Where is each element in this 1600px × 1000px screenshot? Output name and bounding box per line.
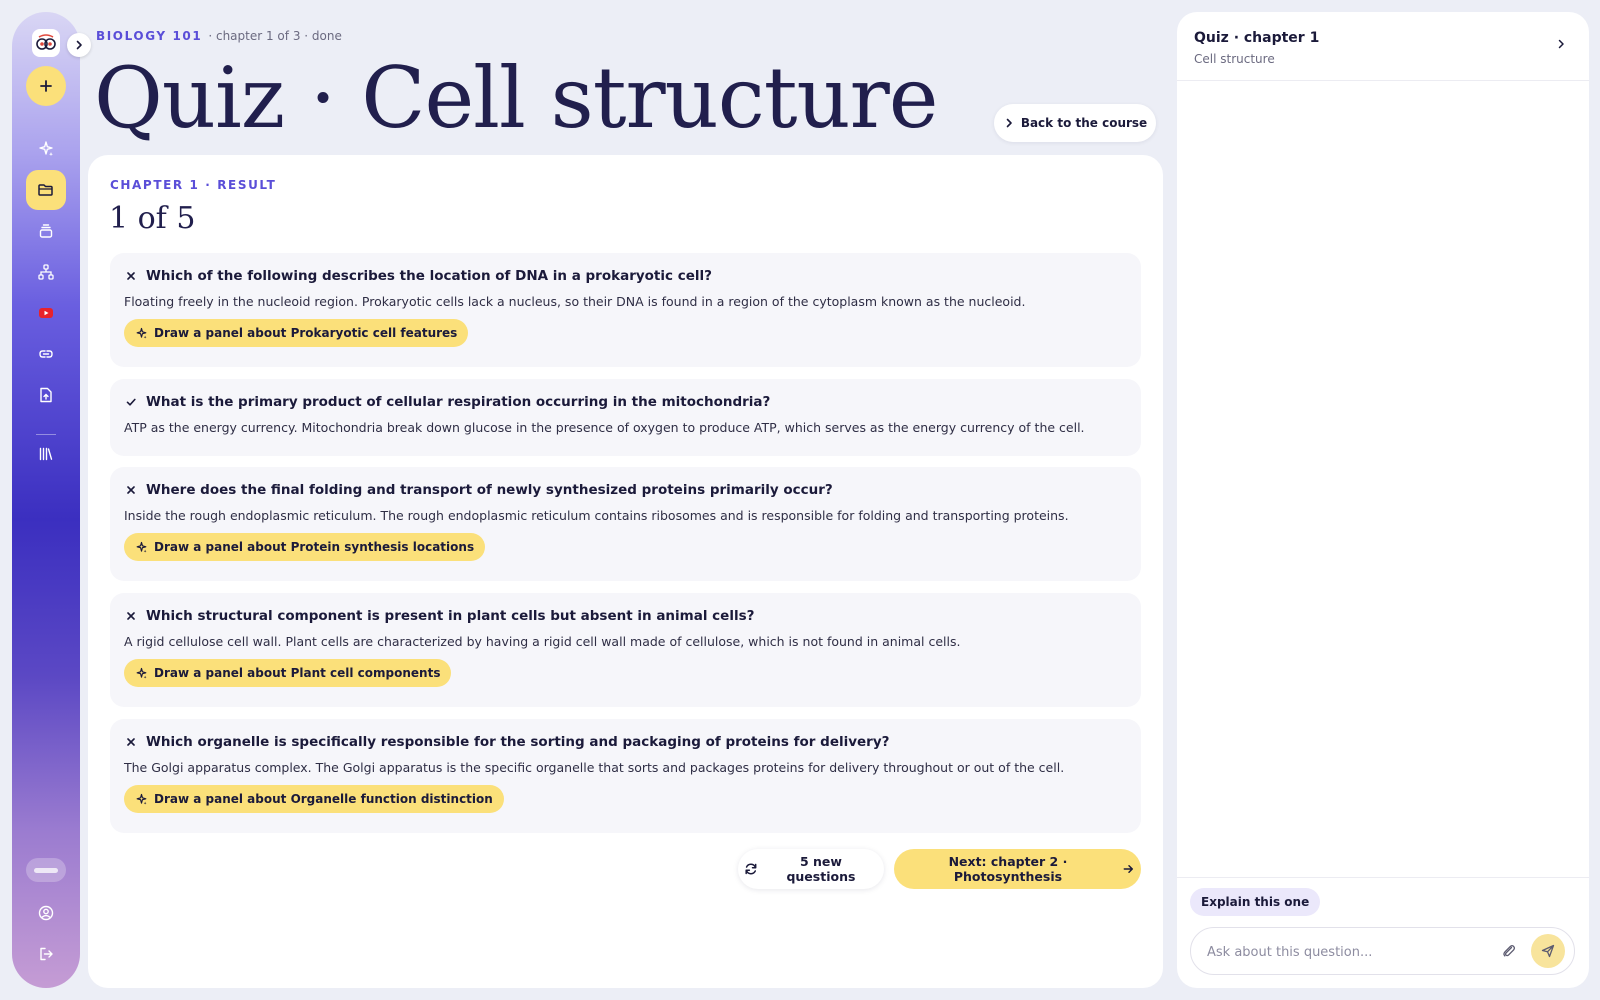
sparkles-icon — [37, 140, 55, 158]
folder-icon — [37, 181, 55, 199]
wrong-answer-icon — [124, 269, 138, 283]
draw-panel-button[interactable] — [124, 785, 504, 813]
question-card — [110, 379, 1141, 456]
paperclip-icon — [1501, 943, 1517, 959]
question-text: Where does the final folding and transport of newly synthesized proteins primarily occur? — [146, 482, 833, 498]
link-icon — [37, 345, 55, 363]
chevron-right-icon — [1003, 117, 1015, 129]
sparkles-icon — [135, 793, 148, 806]
nav-file-upload[interactable] — [26, 375, 66, 415]
answer-explanation: Inside the rough endoplasmic reticulum. The rough endoplasmic reticulum contains ribosomes and is responsible for folding and transporting proteins. — [124, 508, 1069, 523]
draw-panel-label: Draw a panel about Organelle function distinction — [154, 792, 493, 806]
nav-stack[interactable] — [26, 211, 66, 251]
draw-panel-label: Draw a panel about Prokaryotic cell features — [154, 326, 458, 340]
question-text: Which of the following describes the location of DNA in a prokaryotic cell? — [146, 268, 712, 284]
nav-sparkles[interactable] — [26, 129, 66, 169]
panel-divider — [1177, 877, 1589, 878]
library-icon — [37, 445, 55, 463]
wrong-answer-icon — [124, 483, 138, 497]
question-card — [110, 719, 1141, 833]
back-to-course-label: Back to the course — [1020, 116, 1148, 130]
nav-profile[interactable] — [26, 893, 66, 933]
sparkles-icon — [135, 541, 148, 554]
breadcrumb — [96, 29, 342, 43]
sparkles-icon — [135, 327, 148, 340]
panel-subtitle: Cell structure — [1194, 52, 1275, 66]
course-name[interactable]: BIOLOGY 101 — [96, 29, 203, 43]
question-card — [110, 253, 1141, 367]
expand-sidebar-button[interactable] — [67, 33, 91, 57]
draw-panel-button[interactable] — [124, 533, 485, 561]
ask-input[interactable] — [1205, 941, 1489, 963]
nav-sitemap[interactable] — [26, 252, 66, 292]
refresh-icon — [744, 862, 758, 876]
usage-meter-fill — [34, 868, 58, 873]
question-text: Which structural component is present in plant cells but absent in animal cells? — [146, 608, 755, 624]
next-chapter-button[interactable] — [894, 849, 1141, 889]
new-questions-button[interactable] — [738, 849, 884, 889]
send-button[interactable] — [1531, 934, 1565, 968]
quiz-result-card — [88, 155, 1163, 988]
logo-icon — [34, 31, 58, 55]
attach-button[interactable] — [1499, 941, 1519, 961]
wrong-answer-icon — [124, 609, 138, 623]
nav-logout[interactable] — [26, 934, 66, 974]
assistant-panel — [1177, 12, 1589, 988]
sidebar-rail — [12, 12, 80, 988]
next-chapter-label: Next: chapter 2 · Photosynthesis — [948, 854, 1068, 884]
draw-panel-button[interactable] — [124, 659, 451, 687]
nav-folder[interactable] — [26, 170, 66, 210]
plus-icon — [39, 79, 53, 93]
back-to-course-button[interactable] — [994, 104, 1156, 142]
answer-explanation: A rigid cellulose cell wall. Plant cells are characterized by having a rigid cell wall made of cellulose, which is not found in animal cells. — [124, 634, 961, 649]
add-button[interactable] — [26, 66, 66, 106]
collapse-panel-button[interactable] — [1547, 30, 1575, 58]
chevron-right-icon — [1555, 38, 1567, 50]
question-text: Which organelle is specifically responsible for the sorting and packaging of proteins for delivery? — [146, 734, 890, 750]
page-title: Quiz · Cell structure — [94, 49, 938, 147]
quiz-score: 1 of 5 — [109, 201, 196, 236]
usage-meter[interactable] — [26, 858, 66, 882]
youtube-icon — [37, 304, 55, 322]
app-logo[interactable] — [32, 29, 60, 57]
chevron-right-icon — [73, 39, 85, 51]
sparkles-icon — [135, 667, 148, 680]
question-text: What is the primary product of cellular respiration occurring in the mitochondria? — [146, 394, 771, 410]
answer-explanation: ATP as the energy currency. Mitochondria break down glucose in the presence of oxygen to produce ATP, which serves as the energy currency of the cell. — [124, 420, 1085, 435]
user-circle-icon — [37, 904, 55, 922]
new-questions-label: 5 new questions — [786, 854, 856, 884]
file-upload-icon — [37, 386, 55, 404]
wrong-answer-icon — [124, 735, 138, 749]
arrow-right-icon — [1122, 862, 1135, 876]
ask-box — [1190, 927, 1575, 975]
nav-link[interactable] — [26, 334, 66, 374]
section-label: CHAPTER 1 · RESULT — [110, 178, 277, 192]
answer-explanation: The Golgi apparatus complex. The Golgi apparatus is the specific organelle that sorts and packages proteins for delivery throughout or out of the cell. — [124, 760, 1065, 775]
question-card — [110, 593, 1141, 707]
explain-chip[interactable]: Explain this one — [1190, 888, 1320, 916]
logout-icon — [37, 945, 55, 963]
answer-explanation: Floating freely in the nucleoid region. Prokaryotic cells lack a nucleus, so their DNA is found in a region of the cytoplasm known as the nucleoid. — [124, 294, 1026, 309]
stack-icon — [37, 222, 55, 240]
question-card — [110, 467, 1141, 581]
chapter-progress: · chapter 1 of 3 · done — [208, 29, 342, 43]
panel-header — [1177, 12, 1589, 81]
panel-title: Quiz · chapter 1 — [1194, 30, 1320, 46]
draw-panel-button[interactable] — [124, 319, 468, 347]
sitemap-icon — [37, 263, 55, 281]
nav-library[interactable] — [26, 434, 66, 474]
nav-youtube[interactable] — [26, 293, 66, 333]
send-icon — [1540, 943, 1556, 959]
check-icon — [124, 395, 138, 409]
draw-panel-label: Draw a panel about Plant cell components — [154, 666, 441, 680]
draw-panel-label: Draw a panel about Protein synthesis locations — [154, 540, 475, 554]
